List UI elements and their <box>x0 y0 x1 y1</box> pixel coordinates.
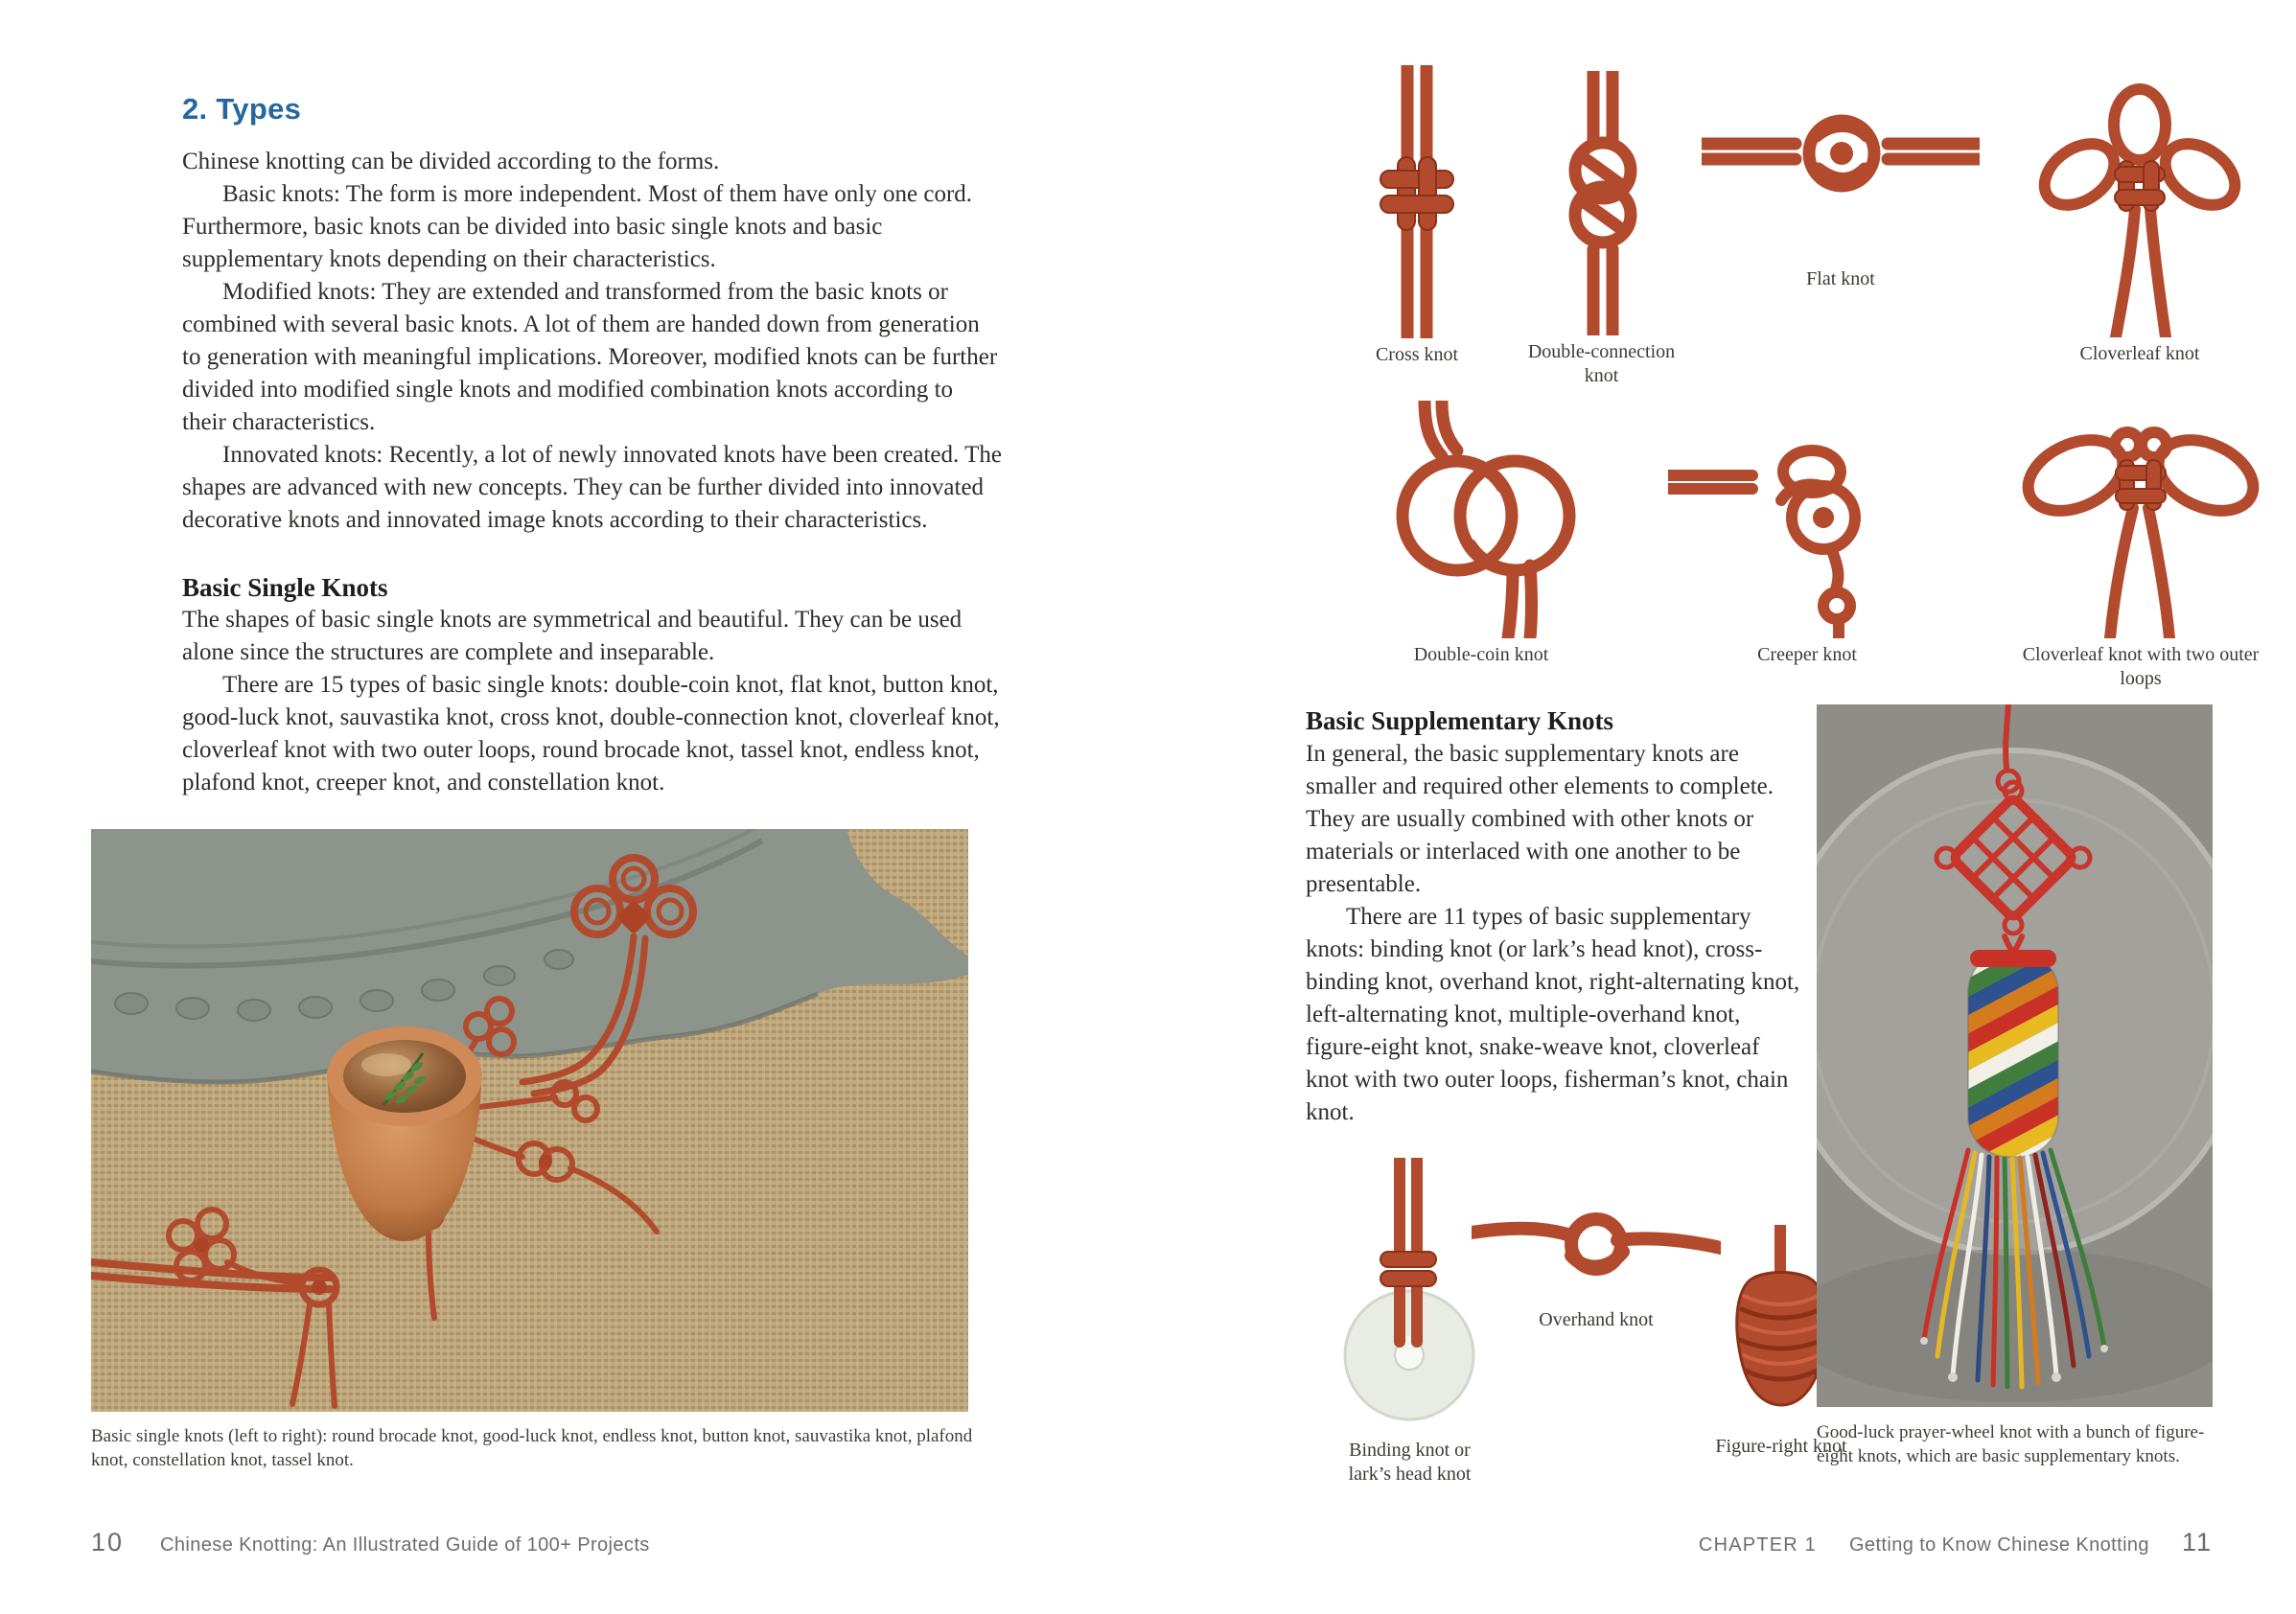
basic-single-paragraphs <box>182 604 1002 799</box>
photo-prayer-wheel-tassel <box>1817 704 2213 1407</box>
prayer-wheel-tassel-photo-illustration <box>1817 704 2213 1407</box>
creeper-knot-image <box>1668 426 1946 638</box>
page-number: 10 <box>91 1528 125 1556</box>
photo-basic-single-knots <box>91 829 968 1412</box>
chapter-title: Getting to Know Chinese Knotting <box>1848 1534 2149 1556</box>
figure-cross-knot <box>1350 65 1484 367</box>
figure-label: Figure-right knot <box>1715 1436 1847 1457</box>
figure-label: Flat knot <box>1806 268 1875 289</box>
chapter-label: CHAPTER 1 <box>1698 1534 1817 1556</box>
book-title: Chinese Knotting: An Illustrated Guide of 100+ Projects <box>160 1534 650 1556</box>
cloverleaf-knot-image <box>2029 82 2250 337</box>
double-connection-knot-image <box>1530 71 1674 335</box>
overhand-knot-image <box>1472 1192 1721 1292</box>
paragraph: The shapes of basic single knots are symmetrical and beautiful. They can be used alone since the structures are complete and inseparable. <box>182 607 962 665</box>
figure-cloverleaf-two-loops-knot <box>2002 410 2280 691</box>
figure-label: Creeper knot <box>1757 644 1857 665</box>
paragraph: There are 11 types of basic supplementary knots: binding knot (or lark’s head knot), cross-binding knot, overhand knot, right-alternating knot, left-alternating knot, multiple-overhand knot, figure-eight knot, snake-weave knot, cloverleaf knot with two outer loops, fisherman’s knot, chain knot. <box>1306 904 1800 1125</box>
page-number: 11 <box>2181 1528 2213 1556</box>
paragraph: Innovated knots: Recently, a lot of newly innovated knots have been created. The shapes are advanced with new concepts. They can be further divided into innovated decorative knots and innovated image knots according to their characteristics. <box>182 442 1002 533</box>
intro-paragraphs <box>182 146 1002 537</box>
tassel-photo-caption: Good-luck prayer-wheel knot with a bunch of figure-eight knots, which are basic supplementary knots. <box>1817 1422 2205 1466</box>
double-coin-knot-image <box>1369 401 1594 638</box>
section-heading: 2. Types <box>182 92 302 126</box>
figure-double-coin-knot <box>1366 401 1596 667</box>
figure-creeper-knot <box>1663 426 1951 667</box>
paragraph: There are 15 types of basic single knots: double-coin knot, flat knot, button knot, good-luck knot, sauvastika knot, cross knot, double-connection knot, cloverleaf knot, cloverleaf knot with two outer loops, round brocade knot, tassel knot, endless knot, plafond knot, creeper knot, and constellation knot. <box>182 672 1000 795</box>
figure-label: Double-coin knot <box>1413 644 1549 665</box>
figure-label: Cross knot <box>1375 344 1459 365</box>
cloverleaf-two-outer-loops-image <box>2006 410 2275 638</box>
figure-label: Double-connection knot <box>1527 341 1676 386</box>
basic-supplementary-paragraphs <box>1306 738 1806 1129</box>
figure-double-connection-knot <box>1522 71 1681 388</box>
flat-knot-image <box>1702 100 1980 207</box>
paragraph: Basic knots: The form is more independent. Most of them have only one cord. Furthermore, basic knots can be divided into basic single knots and basic supplementary knots depending on their characteristics. <box>182 181 973 272</box>
paragraph: In general, the basic supplementary knots are smaller and required other elements to complete. They are usually combined with other knots or materials or interlaced with one another to be presentable. <box>1306 741 1774 897</box>
paragraph: Chinese knotting can be divided according to the forms. <box>182 149 720 174</box>
figure-label: Binding knot or lark’s head knot <box>1348 1440 1472 1485</box>
figure-label: Overhand knot <box>1539 1309 1654 1330</box>
subsection-heading-basic-single-knots: Basic Single Knots <box>182 573 388 602</box>
figure-label: Cloverleaf knot with two outer loops <box>2022 644 2260 689</box>
figure-flat-knot <box>1697 100 1984 291</box>
figure-cloverleaf-knot <box>2025 82 2255 366</box>
figure-label: Cloverleaf knot <box>2079 343 2200 364</box>
basic-single-knots-photo-illustration <box>91 829 968 1412</box>
cross-knot-image <box>1361 65 1473 338</box>
subsection-heading-basic-supplementary-knots: Basic Supplementary Knots <box>1306 706 1614 735</box>
footer-right <box>1699 1528 2213 1557</box>
photo-caption: Basic single knots (left to right): round brocade knot, good-luck knot, endless knot, button knot, sauvastika knot, plafond knot, constellation knot, tassel knot. <box>91 1426 973 1470</box>
paragraph: Modified knots: They are extended and transformed from the basic knots or combined with several basic knots. A lot of them are handed down from generation to generation with meaningful implications. Moreover, modified knots can be further divided into modified single knots and modified combination knots according to their characteristics. <box>182 279 998 435</box>
footer-left <box>91 1528 650 1557</box>
